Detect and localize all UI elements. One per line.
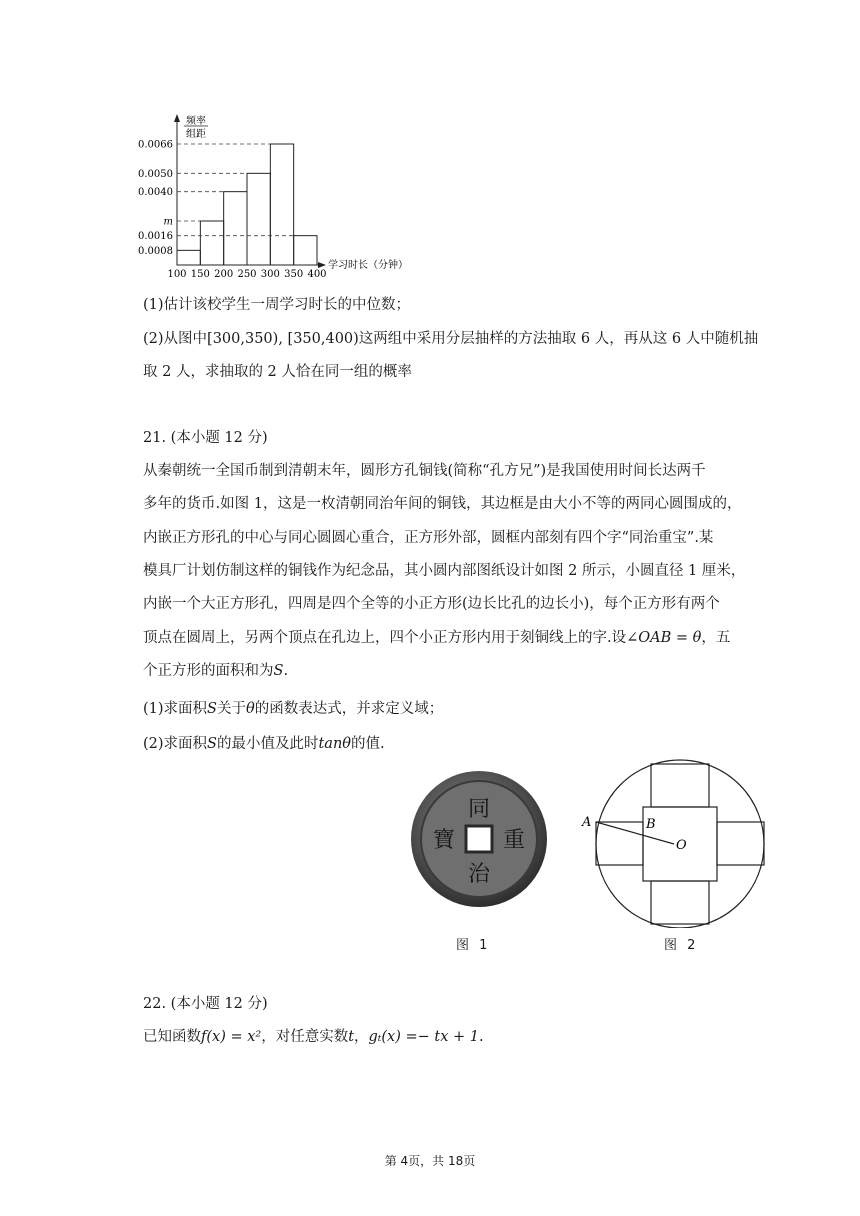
q21-sub1-s: S bbox=[207, 701, 217, 717]
q22-line1 bbox=[143, 1025, 484, 1046]
q21-line1: 从秦朝统一全国币制到清朝末年，圆形方孔铜钱(简称“孔方兄”)是我国使用时间长达两千 bbox=[143, 463, 706, 479]
q22-heading: 22. (本小题 12 分) bbox=[143, 996, 268, 1012]
x-tick-label: 400 bbox=[307, 269, 327, 280]
x-tick-label: 200 bbox=[214, 269, 234, 280]
q21-sub2-a: (2)求面积 bbox=[143, 736, 208, 752]
y-tick-label: 0.0040 bbox=[138, 187, 173, 199]
segment-ao bbox=[596, 822, 674, 844]
gt-expr: gₜ(x) =− tx + 1 bbox=[368, 1029, 480, 1045]
coin-square-hole bbox=[466, 826, 492, 852]
var-t: t bbox=[348, 1029, 355, 1045]
y-axis-arrow bbox=[174, 114, 180, 122]
q21-line3: 内嵌正方形孔的中心与同心圆圆心重合，正方形外部，圆框内部刻有四个字“同治重宝”.某 bbox=[143, 530, 714, 546]
q21-line5: 内嵌一个大正方形孔，四周是四个全等的小正方形(边长比孔的边长小)，每个正方形有两个 bbox=[143, 596, 720, 612]
fx-expr: f(x) = x² bbox=[201, 1029, 262, 1045]
y-label-bottom: 组距 bbox=[186, 129, 206, 140]
angle-oab: ∠OAB = θ bbox=[626, 630, 702, 646]
coin-char-right: 重 bbox=[502, 828, 526, 853]
x-axis-label: 学习时长（分钟） bbox=[328, 260, 408, 271]
y-tick-label: 0.0050 bbox=[138, 168, 173, 180]
q22-l1-c: ，对任意实数 bbox=[261, 1029, 349, 1045]
q21-line4: 模具厂计划仿制这样的铜钱作为纪念品，其小圆内部图纸设计如图 2 所示，小圆直径 1 厘米， bbox=[143, 563, 746, 579]
q20-part1: (1)估计该校学生一周学习时长的中位数； bbox=[143, 297, 411, 313]
q21-sub1-e: 的函数表达式，并求定义域； bbox=[254, 701, 444, 717]
q20-part2-line1: (2)从图中[300,350), [350,400)这两组中采用分层抽样的方法抽取 6 人，再从这 6 人中随机抽 bbox=[143, 331, 759, 347]
histogram-bar bbox=[247, 173, 270, 265]
coin-char-bottom: 治 bbox=[467, 862, 491, 887]
q21-sub2-tan: tanθ bbox=[318, 736, 352, 752]
q21-sub1-a: (1)求面积 bbox=[143, 701, 208, 717]
coin-figure bbox=[408, 768, 550, 910]
x-tick-label: 300 bbox=[260, 269, 280, 280]
histogram-bar bbox=[270, 144, 293, 265]
fig1-caption: 图 1 bbox=[456, 938, 491, 953]
y-tick-label: 0.0008 bbox=[138, 245, 173, 257]
x-tick-label: 100 bbox=[167, 269, 187, 280]
q21-line7-text: 个正方形的面积和为 bbox=[143, 663, 274, 679]
q22-l1-a: 已知函数 bbox=[143, 1029, 201, 1045]
x-tick-label: 150 bbox=[190, 269, 210, 280]
q21-sub2 bbox=[143, 732, 385, 753]
q21-sub2-c: 的最小值及此时 bbox=[216, 736, 319, 752]
label-b: B bbox=[646, 817, 656, 832]
q21-heading: 21. (本小题 12 分) bbox=[143, 430, 268, 446]
histogram-bar bbox=[177, 250, 200, 265]
q21-line6 bbox=[143, 626, 730, 647]
label-o: O bbox=[676, 838, 687, 853]
q21-line2: 多年的货币.如图 1，这是一枚清朝同治年间的铜钱，其边框是由大小不等的两同心圆围成的， bbox=[143, 496, 742, 512]
histogram-bar bbox=[200, 221, 223, 265]
histogram bbox=[130, 112, 430, 282]
histogram-bar bbox=[224, 192, 247, 265]
geometry-figure bbox=[576, 758, 776, 928]
label-a: A bbox=[582, 815, 592, 830]
q21-sub1-c: 关于 bbox=[216, 701, 246, 717]
coin-char-left: 寶 bbox=[432, 828, 456, 853]
q21-sub2-e: 的值. bbox=[351, 736, 385, 752]
square-bottom bbox=[651, 881, 709, 924]
square-top bbox=[651, 764, 709, 807]
q22-l1-g: . bbox=[479, 1029, 484, 1045]
square-right bbox=[717, 822, 764, 865]
q22-l1-e: ， bbox=[354, 1029, 369, 1045]
y-tick-label: 0.0066 bbox=[138, 139, 173, 151]
q20-part2-line2: 取 2 人，求抽取的 2 人恰在同一组的概率 bbox=[143, 364, 412, 380]
y-tick-label: 0.0016 bbox=[138, 231, 173, 243]
coin-char-top: 同 bbox=[467, 797, 491, 822]
q21-line7 bbox=[143, 659, 288, 680]
var-s: S bbox=[273, 663, 284, 679]
x-tick-label: 250 bbox=[237, 269, 257, 280]
page-footer: 第 4页，共 18页 bbox=[384, 1154, 476, 1168]
y-label-top: 频率 bbox=[186, 116, 206, 127]
q21-line7-end: . bbox=[283, 663, 289, 679]
q21-sub1 bbox=[143, 697, 443, 718]
y-tick-label: m bbox=[163, 216, 173, 228]
histogram-bar bbox=[294, 236, 317, 265]
q21-line6-end: ，五 bbox=[701, 630, 731, 646]
q21-sub2-s: S bbox=[207, 736, 217, 752]
x-axis-arrow bbox=[318, 262, 326, 268]
q21-line6-text: 顶点在圆周上，另两个顶点在孔边上，四个小正方形内用于刻铜线上的字.设 bbox=[143, 630, 627, 646]
x-tick-label: 350 bbox=[284, 269, 304, 280]
q21-sub1-theta: θ bbox=[245, 701, 255, 717]
fig2-caption: 图 2 bbox=[664, 938, 699, 953]
